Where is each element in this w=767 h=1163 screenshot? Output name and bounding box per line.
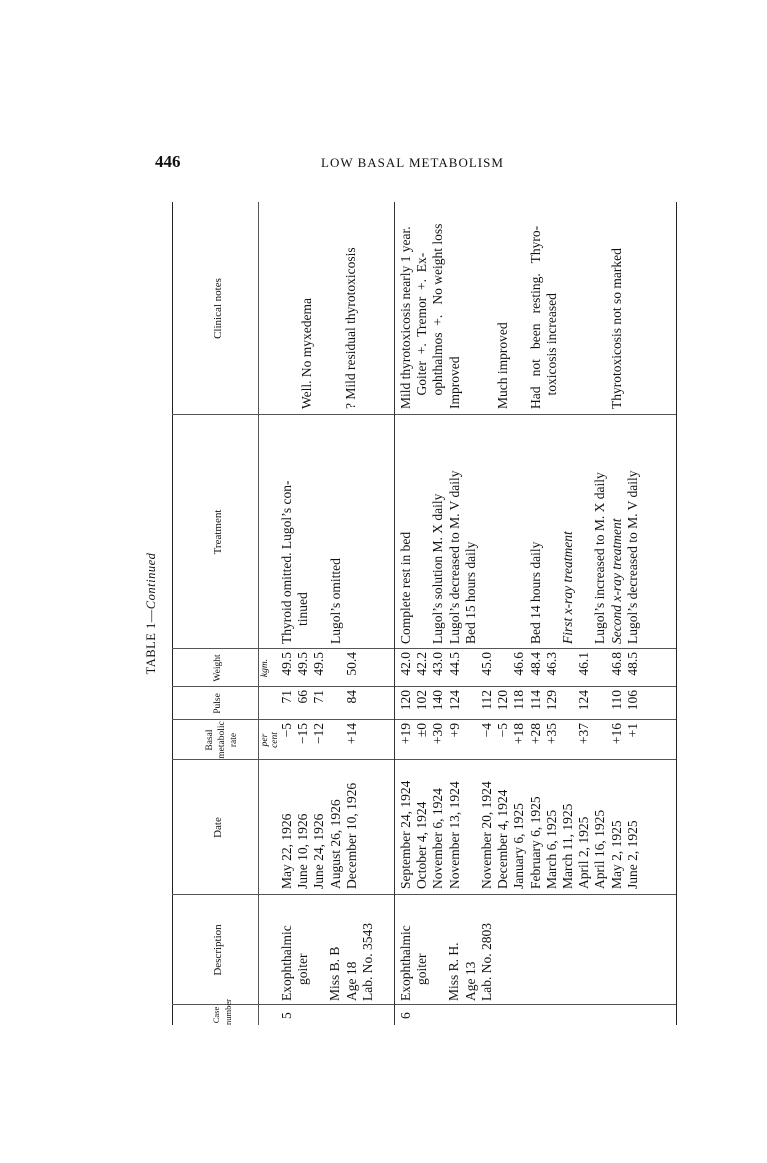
case6-bmr-value: +30 bbox=[430, 723, 446, 745]
case6-pulse-value: 124 bbox=[576, 690, 592, 711]
case6-pulse-value: 110 bbox=[608, 690, 624, 710]
case6-treatment-line: First x-ray treatment bbox=[559, 531, 575, 644]
case6-treatment-line: Complete rest in bed bbox=[398, 531, 413, 644]
case6-treatment-line bbox=[544, 471, 560, 644]
case6-pulse-value bbox=[592, 690, 608, 720]
case5-pulse-value bbox=[328, 690, 344, 720]
table-title-prefix: TABLE 1— bbox=[144, 609, 158, 675]
case6-weight-value: 48.5 bbox=[624, 652, 640, 676]
case6-weight-value: 46.3 bbox=[543, 652, 559, 676]
case6-bmr-value bbox=[560, 723, 576, 760]
case6-date: November 20, 1924 bbox=[479, 781, 494, 889]
header-case-number: Case number bbox=[211, 999, 233, 1025]
case6-pulse-value bbox=[560, 690, 576, 720]
case5-notes-line bbox=[279, 247, 295, 409]
case6-treatment-line bbox=[511, 471, 527, 644]
case6-pulse-value: 129 bbox=[543, 690, 559, 711]
case5-weight-value: 49.5 bbox=[295, 652, 311, 676]
col-rule-6 bbox=[172, 648, 676, 649]
case6-desc-line: goiter bbox=[414, 953, 430, 985]
case5-desc-line: Exophthalmic bbox=[279, 925, 294, 1001]
case6-treatment-line bbox=[479, 471, 495, 644]
case6-pulse-value: 106 bbox=[624, 690, 640, 711]
case6-bmr-value: +9 bbox=[446, 723, 462, 738]
header-weight: Weight bbox=[213, 654, 223, 682]
case6-pulse-value: 120 bbox=[495, 690, 511, 711]
case5-date: June 24, 1926 bbox=[311, 813, 327, 889]
case6-date: May 2, 1925 bbox=[608, 820, 624, 889]
case5-pulse-value: 66 bbox=[295, 690, 311, 704]
case6-bmr-value: −5 bbox=[495, 723, 511, 738]
case5-bmr-value: +14 bbox=[343, 723, 359, 745]
case6-treatment-line: Lugol’s decreased to M. V daily bbox=[624, 470, 640, 644]
col-rule-7 bbox=[172, 414, 676, 415]
case5-pulse-value: 71 bbox=[311, 690, 327, 704]
case5-desc-line: goiter bbox=[295, 953, 311, 985]
case6-treatment-line: Bed 14 hours daily bbox=[527, 541, 543, 644]
case6-bmr-value bbox=[592, 723, 608, 760]
case5-weight-value: 49.5 bbox=[311, 652, 327, 676]
case6-bmr-value: +35 bbox=[543, 723, 559, 745]
case5-desc-line: Age 18 bbox=[343, 961, 359, 1001]
case5-treatment-line bbox=[311, 481, 327, 644]
case5-bmr-value: −12 bbox=[311, 723, 327, 745]
case6-treatment-line: Bed 15 hours daily bbox=[462, 541, 478, 644]
case6-treatment-line bbox=[495, 471, 511, 644]
case5-pulse-value: 71 bbox=[279, 690, 294, 704]
col-rule-2 bbox=[172, 894, 676, 895]
header-pulse: Pulse bbox=[213, 693, 223, 714]
table-title-suffix: Continued bbox=[144, 552, 158, 610]
page-number: 446 bbox=[155, 152, 181, 171]
case6-dates bbox=[398, 781, 641, 889]
case6-bmr-value: +37 bbox=[576, 723, 592, 745]
case6-notes-line: Had not been resting. Thyro- bbox=[527, 225, 543, 409]
header-bmr-line1: Basal metabolic bbox=[205, 721, 227, 759]
case6-treatment-line bbox=[576, 471, 592, 644]
case6-bmr-value: −4 bbox=[479, 723, 494, 738]
case5-date: May 22, 1926 bbox=[279, 813, 294, 889]
header-rule bbox=[258, 202, 259, 1025]
case6-date: September 24, 1924 bbox=[398, 780, 413, 889]
case6-date: November 13, 1924 bbox=[446, 781, 462, 889]
case6-date: March 11, 1925 bbox=[560, 803, 576, 889]
case6-desc-line: Lab. No. 2803 bbox=[478, 923, 494, 1001]
bmr-unit-line2: cent bbox=[270, 732, 280, 748]
case-separator bbox=[394, 202, 395, 1025]
case5-bmr-value bbox=[328, 723, 344, 760]
case6-date: March 6, 1925 bbox=[543, 809, 559, 889]
case5-pulse-value: 84 bbox=[343, 690, 359, 704]
case6-weight bbox=[398, 652, 641, 687]
case6-treatment-line: Second x-ray treatment bbox=[608, 518, 624, 644]
case5-treatment bbox=[279, 481, 344, 644]
case6-description bbox=[398, 923, 495, 1001]
case6-pulse-value: 120 bbox=[398, 690, 413, 711]
case6-bmr bbox=[398, 723, 641, 760]
case6-bmr-value: ±0 bbox=[414, 723, 430, 738]
bmr-unit bbox=[260, 720, 280, 760]
case6-bmr-value bbox=[463, 723, 479, 760]
case5-notes bbox=[279, 247, 360, 409]
case6-notes-line: Improved bbox=[446, 356, 462, 409]
case6-weight-value: 44.5 bbox=[446, 652, 462, 676]
case6-weight-value bbox=[495, 652, 511, 687]
case6-notes-line bbox=[576, 224, 592, 409]
running-head: LOW BASAL METABOLISM bbox=[321, 155, 504, 170]
case6-date: April 2, 1925 bbox=[576, 816, 592, 889]
case6-treatment-line bbox=[414, 471, 430, 644]
case6-pulse-value: 112 bbox=[479, 690, 494, 710]
case6-weight-value: 42.2 bbox=[414, 652, 430, 676]
case5-notes-line bbox=[315, 247, 343, 409]
case6-treatment-line: Lugol’s solution M. X daily bbox=[430, 493, 446, 644]
case6-date: February 6, 1925 bbox=[527, 796, 543, 889]
case6-pulse-value: 140 bbox=[430, 690, 446, 711]
case6-date: January 6, 1925 bbox=[511, 803, 527, 889]
header-date: Date bbox=[212, 817, 224, 838]
case6-weight-value: 46.6 bbox=[511, 652, 527, 676]
header-clinical-notes: Clinical notes bbox=[212, 278, 224, 339]
case6-bmr-value: +18 bbox=[511, 723, 527, 745]
header-bmr bbox=[204, 720, 240, 760]
case6-desc-line bbox=[430, 923, 446, 1001]
case6-weight-value bbox=[592, 652, 608, 687]
case5-number: 5 bbox=[279, 1012, 294, 1019]
case6-date: June 2, 1925 bbox=[624, 820, 640, 889]
case6-date: November 6, 1924 bbox=[430, 788, 446, 889]
case6-bmr-value: +16 bbox=[608, 723, 624, 745]
case6-number: 6 bbox=[398, 1012, 413, 1019]
case6-treatment bbox=[398, 471, 641, 644]
case6-notes-line bbox=[463, 224, 479, 409]
case6-weight-value: 42.0 bbox=[398, 652, 413, 676]
case6-notes-line: Mild thyrotoxicosis nearly 1 year. bbox=[398, 226, 413, 409]
case6-weight-value: 46.1 bbox=[576, 652, 592, 676]
case5-notes-line: Well. No myxedema bbox=[299, 297, 315, 409]
case5-description bbox=[279, 923, 376, 1001]
case6-date: April 16, 1925 bbox=[592, 809, 608, 889]
case6-desc-line: Exophthalmic bbox=[398, 925, 413, 1001]
case6-bmr-value: +19 bbox=[398, 723, 413, 745]
case5-date: December 10, 1926 bbox=[343, 782, 359, 889]
case6-weight-value: 43.0 bbox=[430, 652, 446, 676]
col-rule-1 bbox=[172, 1004, 676, 1005]
case5-weight-value: 49.5 bbox=[279, 652, 294, 676]
case6-pulse-value: 124 bbox=[446, 690, 462, 711]
case6-weight-value: 48.4 bbox=[527, 652, 543, 676]
top-rule bbox=[172, 202, 173, 1025]
case6-notes-line bbox=[560, 224, 576, 409]
table-title bbox=[144, 202, 159, 1025]
weight-unit: kgm. bbox=[260, 658, 270, 678]
case5-notes-line: ? Mild residual thyrotoxicosis bbox=[343, 247, 359, 409]
case6-notes-line bbox=[511, 224, 527, 409]
case6-bmr-value: +28 bbox=[527, 723, 543, 745]
case6-pulse bbox=[398, 690, 641, 720]
case6-notes-line bbox=[479, 224, 495, 409]
case6-weight-value: 46.8 bbox=[608, 652, 624, 676]
case5-bmr-value: −5 bbox=[279, 723, 294, 738]
case6-desc-line: Miss R. H. bbox=[446, 942, 462, 1001]
case6-pulse-value bbox=[463, 690, 479, 720]
case6-treatment-line: Lugol’s increased to M. X daily bbox=[592, 472, 608, 644]
case6-date bbox=[463, 781, 479, 889]
case5-weight bbox=[279, 652, 360, 687]
case5-treatment-line: Lugol’s omitted bbox=[327, 558, 343, 644]
case6-notes-line: Much improved bbox=[495, 322, 511, 409]
header-treatment: Treatment bbox=[212, 509, 224, 555]
rotated-table bbox=[144, 202, 678, 1025]
case5-dates bbox=[279, 783, 360, 889]
case6-notes-line bbox=[592, 224, 608, 409]
case5-weight-value: 50.4 bbox=[343, 652, 359, 676]
case6-treatment-line: Lugol’s decreased to M. V daily bbox=[446, 470, 462, 644]
case6-pulse-value: 118 bbox=[511, 690, 527, 710]
case6-pulse-value: 102 bbox=[414, 690, 430, 711]
bottom-rule bbox=[676, 202, 677, 1025]
case5-treatment-line: tinued bbox=[295, 592, 311, 626]
header-bmr-line2: rate bbox=[229, 732, 239, 748]
header-description: Description bbox=[212, 924, 224, 976]
case6-pulse-value: 114 bbox=[527, 690, 543, 710]
case6-desc-line: Age 13 bbox=[462, 961, 478, 1001]
case6-bmr-value: +1 bbox=[624, 723, 640, 738]
case5-desc-line: Miss B. B bbox=[327, 946, 343, 1001]
case6-notes-line: ophthalmos +. No weight loss bbox=[430, 223, 446, 409]
bmr-unit-line1: per bbox=[260, 733, 270, 747]
case6-weight-value bbox=[560, 652, 576, 687]
case5-pulse bbox=[279, 690, 360, 720]
case5-desc-line: Lab. No. 3543 bbox=[359, 923, 375, 1001]
case5-date: June 10, 1926 bbox=[295, 813, 311, 889]
case5-desc-line bbox=[311, 923, 327, 1001]
case6-date: October 4, 1924 bbox=[414, 801, 430, 889]
case5-weight-value bbox=[328, 652, 344, 687]
case5-bmr bbox=[279, 723, 360, 760]
case6-notes-line: Thyrotoxicosis not so marked bbox=[608, 248, 624, 409]
case6-weight-value bbox=[463, 652, 479, 687]
case6-notes-line: Goiter +. Tremor +. Ex- bbox=[414, 252, 430, 409]
case6-notes bbox=[398, 224, 625, 409]
case6-notes-line: toxicosis increased bbox=[543, 293, 559, 409]
case5-date: August 26, 1926 bbox=[327, 799, 343, 889]
case6-date: December 4, 1924 bbox=[495, 789, 511, 889]
case5-treatment-line: Thyroid omitted. Lugol’s con- bbox=[279, 480, 294, 644]
case6-weight-value: 45.0 bbox=[479, 652, 494, 676]
case5-bmr-value: −15 bbox=[295, 723, 311, 745]
